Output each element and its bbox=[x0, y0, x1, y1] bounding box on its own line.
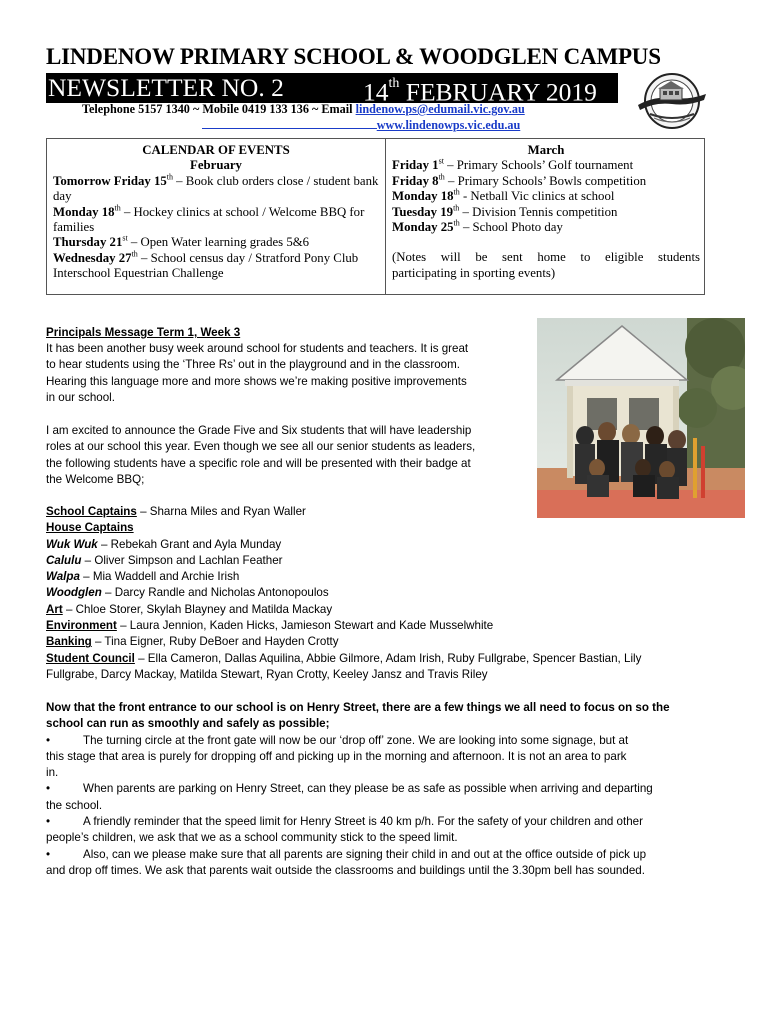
sporting-note-line: participating in sporting events) bbox=[392, 265, 556, 280]
school-logo-icon bbox=[632, 70, 710, 132]
paragraph-line: It has been another busy week around school for students and teachers. It is great bbox=[46, 342, 469, 355]
paragraph-line: I am excited to announce the Grade Five and Six students that will have leadership bbox=[46, 424, 472, 437]
event-text: – School census day / Stratford Pony Club Interschool Equestrian Challenge bbox=[53, 250, 359, 281]
event-day: Thursday 21 bbox=[53, 235, 123, 250]
paragraph-line: to hear students using the ‘Three Rs’ out in the playground and in the classroom. bbox=[46, 358, 460, 372]
role-name: Art bbox=[46, 602, 63, 616]
house-line bbox=[46, 569, 641, 585]
bullet-text: the school. bbox=[46, 798, 103, 812]
bullet-text: The turning circle at the front gate will now be our ‘drop off’ zone. We are looking into some signage, but at bbox=[83, 733, 629, 747]
date-suffix: th bbox=[388, 76, 400, 91]
date-month-year: FEBRUARY 2019 bbox=[399, 77, 597, 103]
event-day-suffix: th bbox=[114, 203, 121, 213]
email-link[interactable]: lindenow.ps@edumail.vic.gov.au bbox=[355, 102, 525, 116]
role-line bbox=[46, 634, 641, 650]
bullet-text: people’s children, we ask that we as a school community stick to the speed limit. bbox=[46, 831, 458, 845]
house-students: – Rebekah Grant and Ayla Munday bbox=[97, 537, 282, 551]
calendar-of-events bbox=[46, 138, 705, 295]
entrance-heading: Now that the front entrance to our school is on Henry Street, there are a few things we all need to focus on so the bbox=[46, 701, 670, 714]
event-text: – School Photo day bbox=[459, 220, 563, 235]
bullet-text: this stage that area is purely for dropping off and picking up in the morning and afternoon. It is not an area to park bbox=[46, 749, 627, 763]
february-event bbox=[53, 205, 379, 236]
event-day-suffix: th bbox=[453, 203, 460, 213]
students-photo bbox=[537, 318, 745, 518]
bullet-item bbox=[46, 733, 670, 749]
march-event bbox=[392, 189, 700, 204]
contact-line bbox=[82, 102, 642, 117]
school-captains-line bbox=[46, 504, 641, 520]
paragraph-line: the following students have a specific role and will be presented with their badge at bbox=[46, 456, 471, 470]
event-day: Wednesday 27 bbox=[53, 250, 132, 265]
bullet-item bbox=[46, 847, 670, 863]
event-text: – Division Tennis competition bbox=[459, 204, 618, 219]
event-text: – Primary Schools’ Bowls competition bbox=[444, 173, 647, 188]
school-title: LINDENOW PRIMARY SCHOOL & WOODGLEN CAMPUS bbox=[46, 44, 661, 69]
march-event bbox=[392, 205, 700, 220]
sporting-note-line: (Notes will be sent home to eligible students bbox=[392, 250, 700, 265]
house-students: – Darcy Randle and Nicholas Antonopoulos bbox=[101, 586, 329, 600]
role-students: – Tina Eigner, Ruby DeBoer and Hayden Crotty bbox=[91, 635, 339, 649]
calendar-divider bbox=[385, 139, 386, 294]
event-day: Friday 8 bbox=[392, 173, 439, 188]
bullet-icon: • bbox=[46, 847, 51, 861]
event-day: Friday 1 bbox=[392, 158, 439, 173]
calendar-february-column bbox=[53, 143, 379, 282]
student-council-line bbox=[46, 651, 641, 667]
role-name: Banking bbox=[46, 635, 92, 649]
role-students: – Chloe Storer, Skylah Blayney and Matilda Mackay bbox=[62, 602, 333, 616]
march-event bbox=[392, 158, 700, 173]
school-captains-label: School Captains bbox=[46, 505, 137, 518]
calendar-march-column bbox=[392, 143, 700, 281]
bullet-text: in. bbox=[46, 766, 59, 780]
february-event bbox=[53, 251, 379, 282]
bullet-text: When parents are parking on Henry Street, can they please be as safe as possible when arriving and departing bbox=[83, 782, 653, 796]
event-text: – Open Water learning grades 5&6 bbox=[127, 235, 310, 250]
house-students: – Mia Waddell and Archie Irish bbox=[79, 570, 240, 584]
student-council-names: – Ella Cameron, Dallas Aquilina, Abbie Gilmore, Adam Irish, Ruby Fullgrabe, Spencer Bastian, Lily bbox=[134, 651, 642, 665]
principal-heading bbox=[46, 325, 240, 341]
entrance-section bbox=[46, 700, 670, 879]
newsletter-number: NEWSLETTER NO. 2 bbox=[48, 73, 284, 102]
event-day-suffix: th bbox=[166, 172, 173, 182]
march-event bbox=[392, 174, 700, 189]
website-line bbox=[82, 118, 642, 133]
principal-paragraph-2 bbox=[46, 423, 475, 488]
house-line bbox=[46, 585, 641, 601]
role-students: – Laura Jennion, Kaden Hicks, Jamieson Stewart and Kade Musselwhite bbox=[116, 619, 494, 633]
event-day: Monday 18 bbox=[392, 189, 454, 204]
principal-paragraph-1 bbox=[46, 341, 468, 406]
february-event bbox=[53, 235, 379, 250]
house-name: Walpa bbox=[46, 570, 80, 584]
entrance-heading: school can run as smoothly and safely as possible; bbox=[46, 717, 330, 731]
bullet-icon: • bbox=[46, 782, 51, 796]
house-students: – Oliver Simpson and Lachlan Feather bbox=[81, 553, 283, 567]
february-heading: February bbox=[190, 158, 242, 173]
event-text: – Hockey clinics at school / Welcome BBQ for families bbox=[53, 204, 365, 235]
bullet-text: Also, can we please make sure that all parents are signing their child in and out at the office outside of pick up bbox=[83, 847, 647, 861]
paragraph-line: roles at our school this year. Even though we see all our senior students as leaders, bbox=[46, 440, 476, 454]
date-day: 14 bbox=[363, 77, 389, 103]
event-day-suffix: st bbox=[438, 157, 444, 167]
house-name: Calulu bbox=[46, 553, 82, 567]
calendar-spacer bbox=[392, 235, 700, 250]
newsletter-title-bar bbox=[46, 73, 618, 103]
event-text: – Book club orders close / student bank day bbox=[53, 173, 379, 204]
event-day: Tuesday 19 bbox=[392, 204, 454, 219]
house-line bbox=[46, 537, 641, 553]
event-day-suffix: st bbox=[122, 234, 128, 244]
leaders-list bbox=[46, 504, 641, 683]
house-name: Woodglen bbox=[46, 586, 102, 600]
event-day-suffix: th bbox=[453, 218, 460, 228]
bullet-icon: • bbox=[46, 733, 51, 747]
calendar-title: CALENDAR OF EVENTS bbox=[142, 143, 290, 157]
bullet-icon: • bbox=[46, 815, 51, 829]
school-captains-names: – Sharna Miles and Ryan Waller bbox=[136, 505, 306, 518]
house-captains-line bbox=[46, 520, 641, 536]
contact-phone-text: Telephone 5157 1340 ~ Mobile 0419 133 136 ~ Email bbox=[82, 102, 356, 116]
student-council-line-2: Fullgrabe, Darcy Mackay, Matilda Stewart, Ryan Crotty, Keeley Jansz and Travis Riley bbox=[46, 667, 488, 681]
paragraph-line: in our school. bbox=[46, 390, 115, 404]
event-day: Monday 18 bbox=[53, 204, 115, 219]
role-line bbox=[46, 602, 641, 618]
bullet-item bbox=[46, 781, 670, 797]
house-captains-label: House Captains bbox=[46, 521, 134, 535]
event-day-suffix: th bbox=[131, 249, 138, 259]
principal-heading-text: Principals Message Term 1, Week 3 bbox=[46, 326, 241, 339]
role-line bbox=[46, 618, 641, 634]
event-day: Tomorrow Friday 15 bbox=[53, 173, 167, 188]
paragraph-line: the Welcome BBQ; bbox=[46, 472, 145, 486]
february-event bbox=[53, 174, 379, 205]
event-day-suffix: th bbox=[453, 187, 460, 197]
bullet-text: A friendly reminder that the speed limit for Henry Street is 40 km p/h. For the safety of your children and other bbox=[83, 815, 643, 829]
website-link[interactable]: www.lindenowps.vic.edu.au bbox=[376, 118, 521, 132]
paragraph-line: Hearing this language more and more shows we’re making positive improvements bbox=[46, 374, 467, 388]
website-underline-rule bbox=[202, 118, 377, 129]
role-name: Environment bbox=[46, 619, 117, 633]
student-council-label: Student Council bbox=[46, 651, 135, 665]
event-day: Monday 25 bbox=[392, 220, 454, 235]
event-text: - Netball Vic clinics at school bbox=[459, 189, 615, 204]
bullet-item bbox=[46, 814, 670, 830]
march-event bbox=[392, 220, 700, 235]
newsletter-date bbox=[363, 73, 597, 103]
march-heading: March bbox=[527, 143, 565, 157]
bullet-text: and drop off times. We ask that parents wait outside the classrooms and buildings until the 3.30pm bell has sounded. bbox=[46, 863, 645, 877]
house-line bbox=[46, 553, 641, 569]
event-text: – Primary Schools’ Golf tournament bbox=[443, 158, 634, 173]
house-name: Wuk Wuk bbox=[46, 537, 98, 551]
event-day-suffix: th bbox=[438, 172, 445, 182]
